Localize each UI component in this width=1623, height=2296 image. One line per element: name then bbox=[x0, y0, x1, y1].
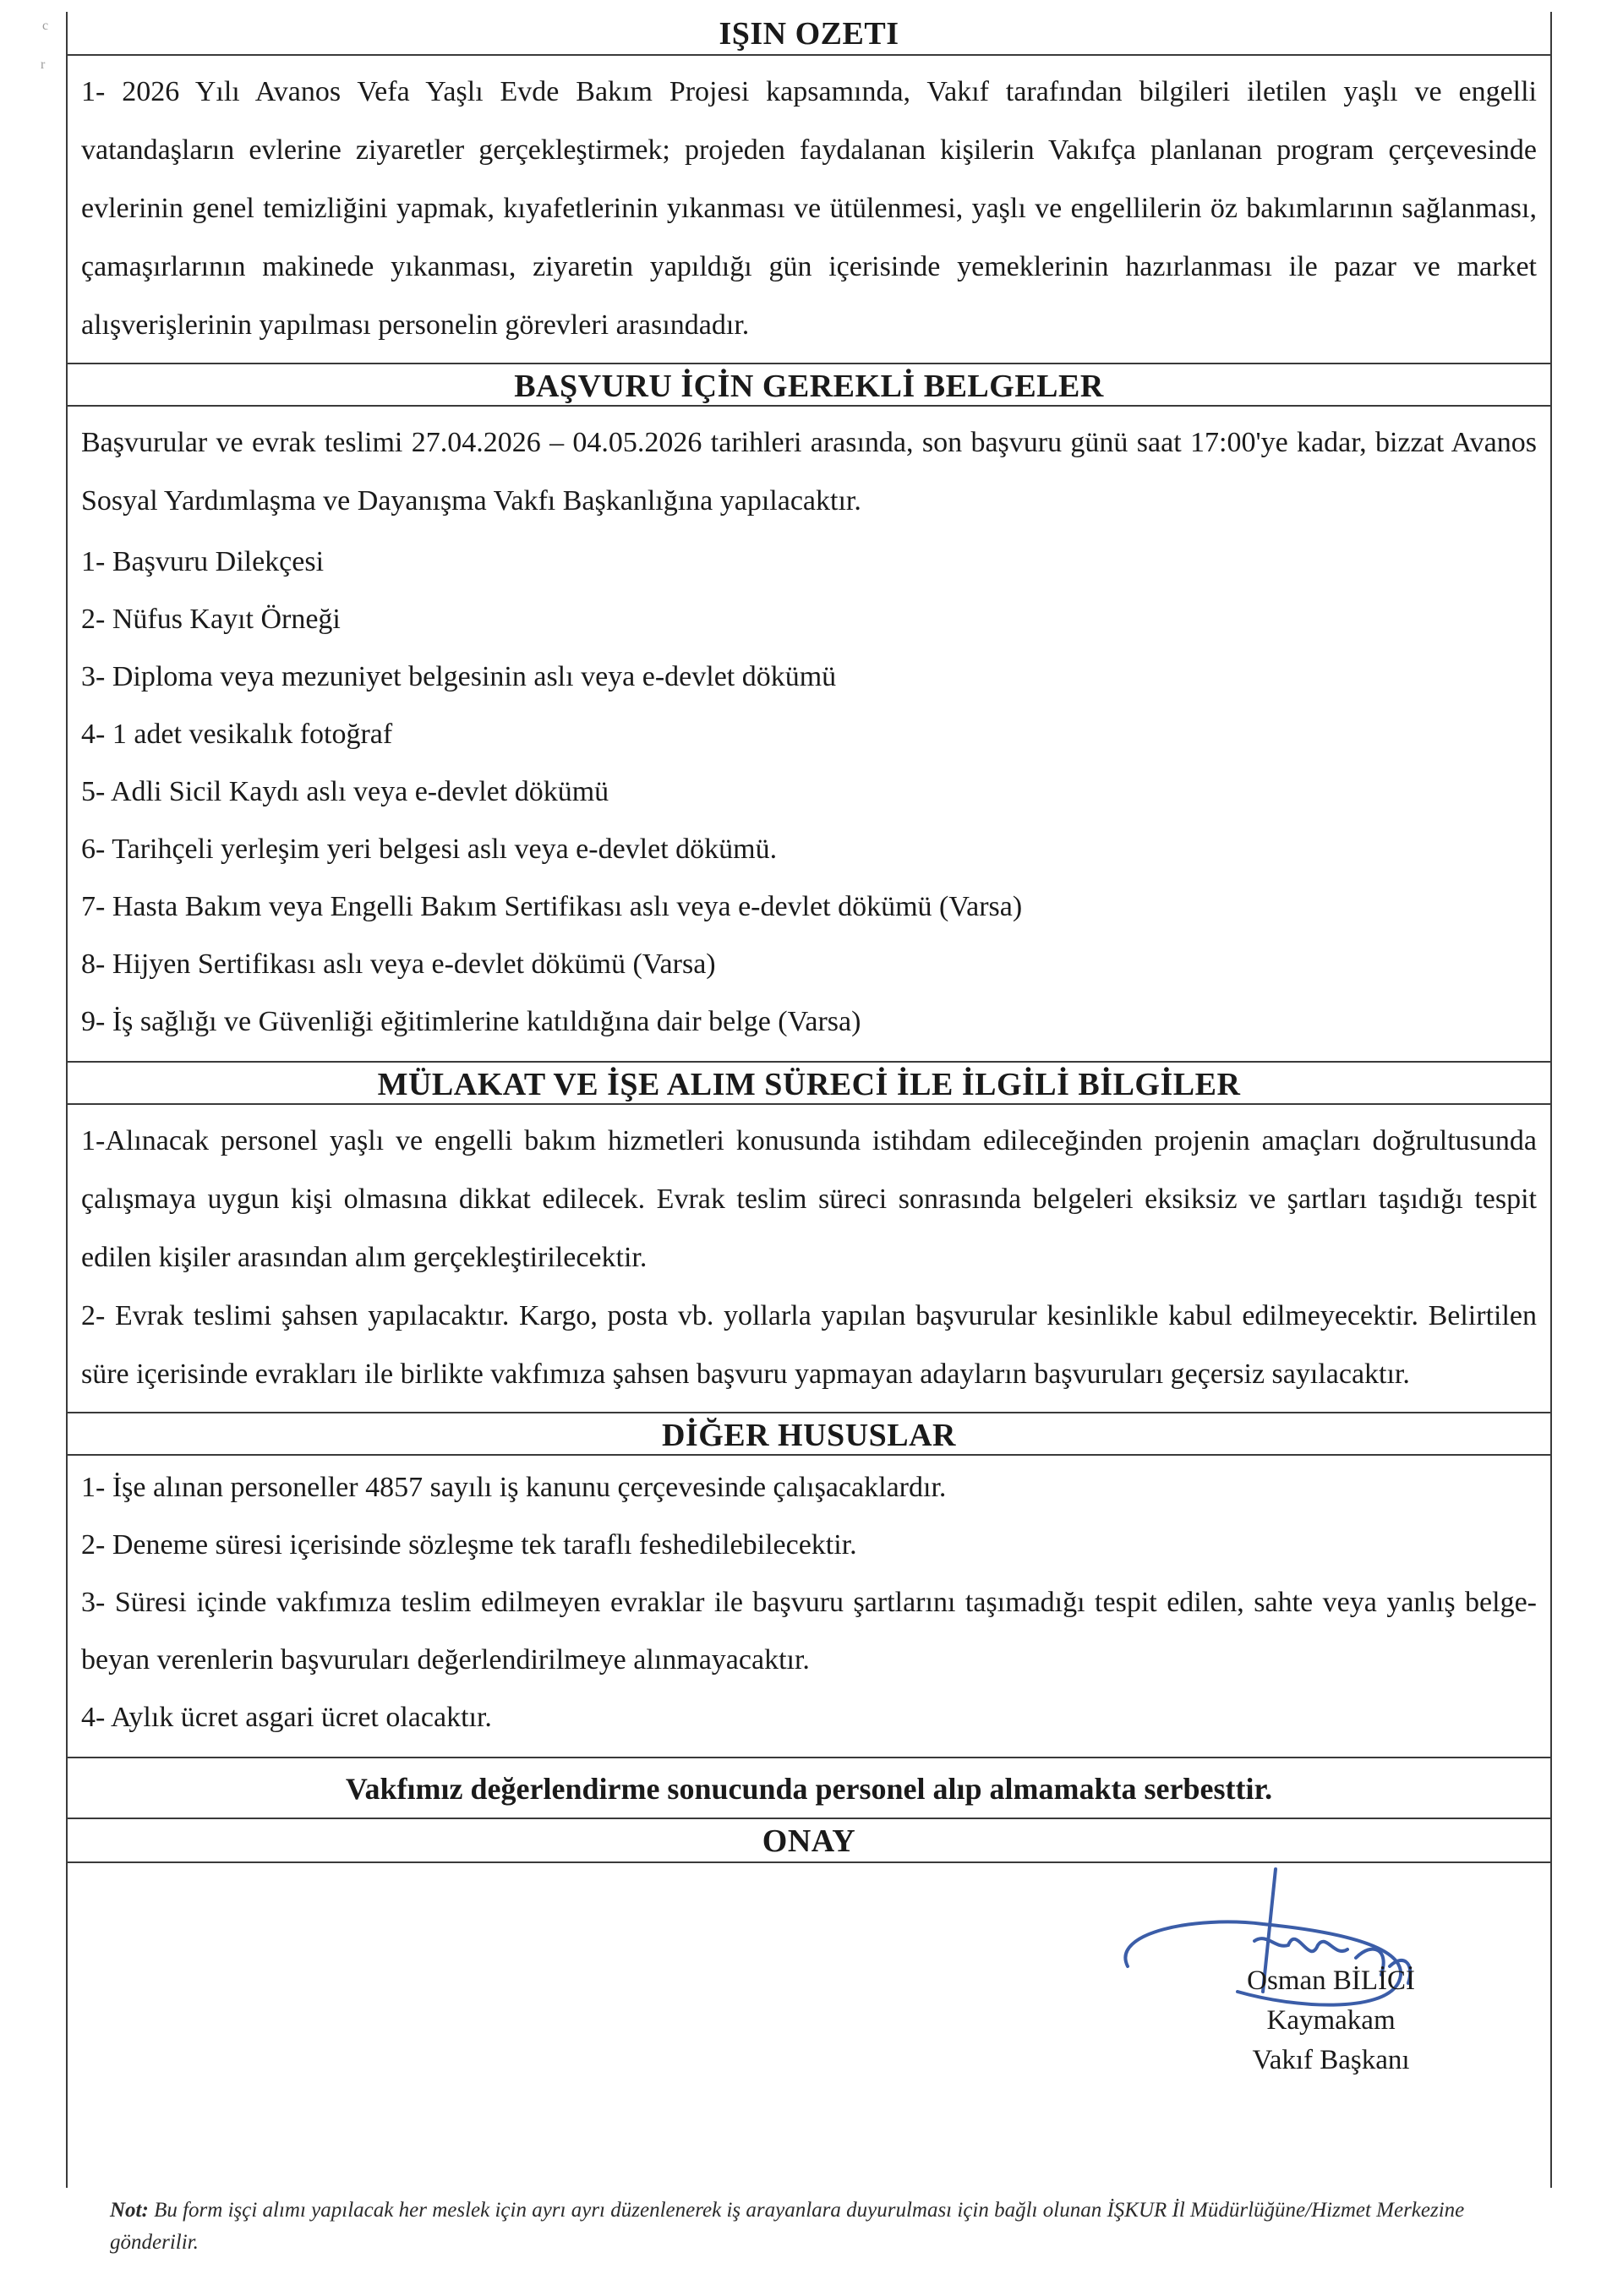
signatory-role: Kaymakam bbox=[1266, 2005, 1396, 2036]
closing-statement: Vakfımız değerlendirme sonucunda personel alıp almamakta serbesttir. bbox=[68, 1757, 1550, 1819]
list-item: 2- Deneme süresi içerisinde sözleşme tek taraflı feshedilebilecektir. bbox=[81, 1529, 857, 1561]
approval-title: ONAY bbox=[68, 1819, 1550, 1863]
list-item: 1- Başvuru Dilekçesi bbox=[81, 546, 325, 577]
list-item: 6- Tarihçeli yerleşim yeri belgesi aslı veya e-devlet dökümü. bbox=[81, 834, 778, 865]
list-item: 7- Hasta Bakım veya Engelli Bakım Sertifikası aslı veya e-devlet dökümü (Varsa) bbox=[81, 891, 1023, 922]
footnote-text: Bu form işçi alımı yapılacak her meslek için ayrı ayrı düzenlenerek iş arayanlara duyurulması için bağlı olunan İŞKUR İl Müdürlüğüne/Hizmet Merkezine gönderilir. bbox=[110, 2199, 1465, 2254]
interview-title: MÜLAKAT VE İŞE ALIM SÜRECİ İLE İLGİLİ BİLGİLER bbox=[68, 1061, 1550, 1105]
interview-body bbox=[68, 1105, 1550, 1412]
documents-intro-block bbox=[68, 407, 1550, 530]
footnote bbox=[110, 2195, 1513, 2259]
list-item: 8- Hijyen Sertifikası aslı veya e-devlet dökümü (Varsa) bbox=[81, 948, 716, 980]
summary-title: IŞIN OZETI bbox=[68, 12, 1550, 56]
job-posting-form bbox=[66, 12, 1552, 2188]
scan-speck: c bbox=[42, 19, 49, 33]
interview-paragraph-1: 1-Alınacak personel yaşlı ve engelli bakım hizmetleri konusunda istihdam edileceğinden projenin amaçları doğrultusunda çalışmaya uygun kişi olmasına dikkat edilecek. Evrak teslim süreci sonrasında belgeleri eksiksiz ve şartları taşıdığı tespit edilen kişiler arasından alım gerçekleştirilecektir. bbox=[81, 1125, 1537, 1273]
interview-paragraph-2: 2- Evrak teslimi şahsen yapılacaktır. Kargo, posta vb. yollarla yapılan başvurular kesinlikle kabul edilmeyecektir. Belirtilen süre içerisinde evrakları ile birlikte vakfımıza şahsen başvuru yapmayan adayların başvuruları geçersiz sayılacaktır. bbox=[81, 1300, 1537, 1390]
documents-title: BAŞVURU İÇİN GEREKLİ BELGELER bbox=[68, 363, 1550, 407]
list-item: 4- Aylık ücret asgari ücret olacaktır. bbox=[81, 1702, 492, 1733]
approval-area bbox=[68, 1863, 1550, 2117]
scan-speck: r bbox=[41, 57, 46, 72]
other-title: DİĞER HUSUSLAR bbox=[68, 1412, 1550, 1456]
documents-intro: Başvurular ve evrak teslimi 27.04.2026 – 04.05.2026 tarihleri arasında, son başvuru günü saat 17:00'ye kadar, bizzat Avanos Sosyal Yardımlaşma ve Dayanışma Vakfı Başkanlığına yapılacaktır. bbox=[81, 427, 1537, 517]
summary-body bbox=[68, 56, 1550, 363]
summary-text: 1- 2026 Yılı Avanos Vefa Yaşlı Evde Bakım Projesi kapsamında, Vakıf tarafından bilgileri iletilen yaşlı ve engelli vatandaşların evlerine ziyaretler gerçekleştirmek; projeden faydalanan kişilerin Vakıfça planlanan program çerçevesinde evlerinin genel temizliğini yapmak, kıyafetlerinin yıkanması ve ütülenmesi, yaşlı ve engellilerin öz bakımlarının sağlanması, çamaşırlarının makinede yıkanması, ziyaretin yapıldığı gün içerisinde yemeklerinin hazırlanması ile pazar ve market alışverişlerinin yapılması personelin görevleri arasındadır. bbox=[81, 76, 1537, 341]
documents-list bbox=[68, 530, 1550, 1061]
list-item: 3- Süresi içinde vakfımıza teslim edilmeyen evraklar ile başvuru şartlarını taşımadığı tespit edilen, sahte veya yanlış belge-beyan verenlerin başvuruları değerlendirilmeye alınmayacaktır. bbox=[81, 1587, 1537, 1676]
signatory-block bbox=[1247, 1961, 1415, 2080]
signatory-title: Vakıf Başkanı bbox=[1252, 2045, 1410, 2075]
footnote-label: Not: bbox=[110, 2199, 149, 2222]
list-item: 3- Diploma veya mezuniyet belgesinin aslı veya e-devlet dökümü bbox=[81, 661, 837, 692]
list-item: 9- İş sağlığı ve Güvenliği eğitimlerine katıldığına dair belge (Varsa) bbox=[81, 1006, 861, 1037]
list-item: 4- 1 adet vesikalık fotoğraf bbox=[81, 719, 393, 750]
list-item: 5- Adli Sicil Kaydı aslı veya e-devlet dökümü bbox=[81, 776, 609, 807]
other-list bbox=[68, 1456, 1550, 1757]
list-item: 1- İşe alınan personeller 4857 sayılı iş kanunu çerçevesinde çalışacaklardır. bbox=[81, 1472, 947, 1503]
signatory-name: Osman BİLİCİ bbox=[1247, 1965, 1415, 1996]
list-item: 2- Nüfus Kayıt Örneği bbox=[81, 604, 341, 635]
